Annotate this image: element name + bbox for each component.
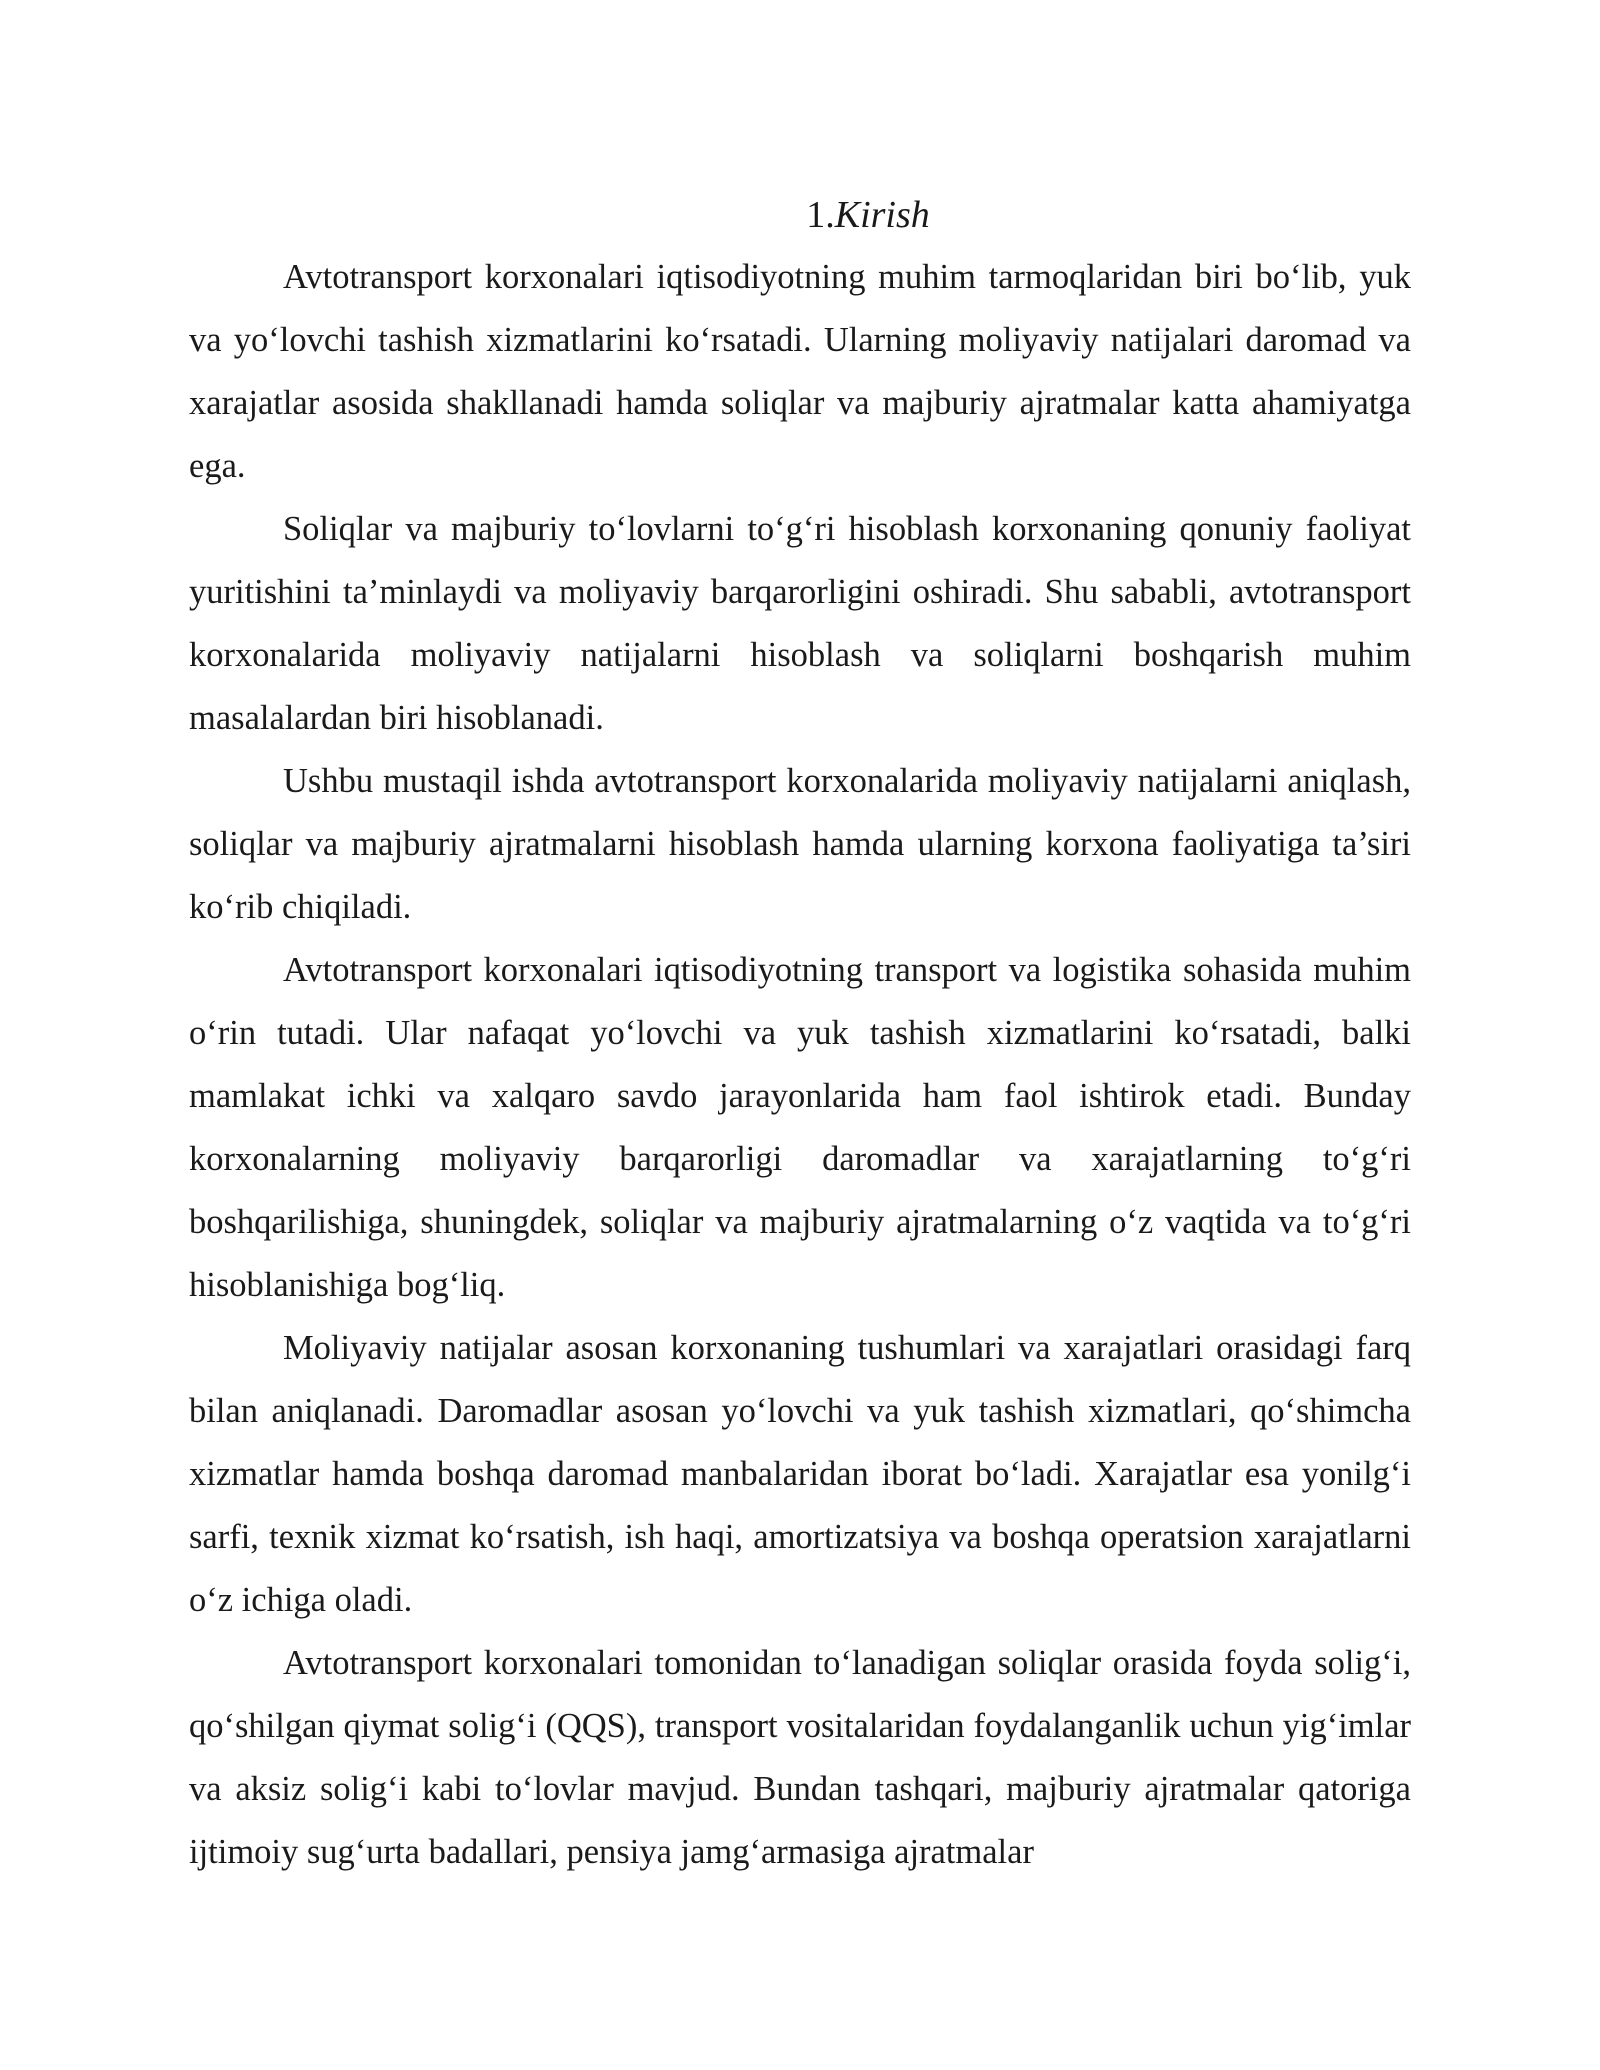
paragraph: Avtotransport korxonalari iqtisodiyotning muhim tarmoqlaridan biri bo‘lib, yuk va yo‘lovchi tashish xizmatlarini ko‘rsatadi. Ularning moliyaviy natijalari daromad va xarajatlar asosida shakllanadi hamda soliqlar va majburiy ajratmalar katta ahamiyatga ega.	[189, 258, 1411, 485]
paragraph: Ushbu mustaqil ishda avtotransport korxonalarida moliyaviy natijalarni aniqlash, soliqlar va majburiy ajratmalarni hisoblash hamda ularning korxona faoliyatiga ta’siri ko‘rib chiqiladi.	[189, 762, 1411, 926]
paragraph: Avtotransport korxonalari iqtisodiyotning transport va logistika sohasida muhim o‘rin tutadi. Ular nafaqat yo‘lovchi va yuk tashish xizmatlarini ko‘rsatadi, balki mamlakat ichki va xalqaro savdo jarayonlarida ham faol ishtirok etadi. Bunday korxonalarning moliyaviy barqarorligi daromadlar va xarajatlarning to‘g‘ri boshqarilishiga, shuningdek, soliqlar va majburiy ajratmalarning o‘z vaqtida va to‘g‘ri hisoblanishiga bog‘liq.	[189, 951, 1411, 1304]
section-title: Kirish	[834, 194, 930, 236]
paragraph: Avtotransport korxonalari tomonidan to‘lanadigan soliqlar orasida foyda solig‘i, qo‘shilgan qiymat solig‘i (QQS), transport vositalaridan foydalanganlik uchun yig‘imlar va aksiz solig‘i kabi to‘lovlar mavjud. Bundan tashqari, majburiy ajratmalar qatoriga ijtimoiy sug‘urta badallari, pensiya jamg‘armasiga ajratmalar	[189, 1644, 1411, 1871]
section-heading	[189, 190, 1411, 240]
section-number: 1.	[806, 194, 835, 236]
paragraph: Moliyaviy natijalar asosan korxonaning tushumlari va xarajatlari orasidagi farq bilan aniqlanadi. Daromadlar asosan yo‘lovchi va yuk tashish xizmatlari, qo‘shimcha xizmatlar hamda boshqa daromad manbalaridan iborat bo‘ladi. Xarajatlar esa yonilg‘i sarfi, texnik xizmat ko‘rsatish, ish haqi, amortizatsiya va boshqa operatsion xarajatlarni o‘z ichiga oladi.	[189, 1329, 1411, 1619]
document-body	[189, 190, 1411, 1884]
paragraph: Soliqlar va majburiy to‘lovlarni to‘g‘ri hisoblash korxonaning qonuniy faoliyat yuritishini ta’minlaydi va moliyaviy barqarorligini oshiradi. Shu sababli, avtotransport korxonalarida moliyaviy natijalarni hisoblash va soliqlarni boshqarish muhim masalalardan biri hisoblanadi.	[189, 510, 1411, 737]
